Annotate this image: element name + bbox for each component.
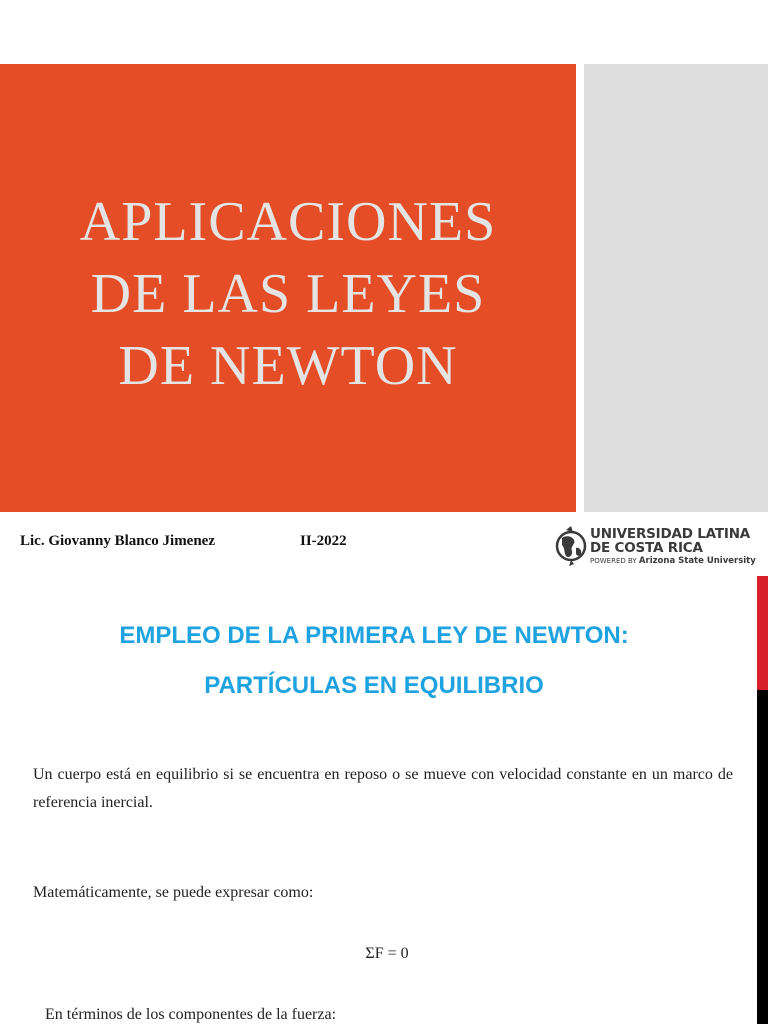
logo-tagline (590, 556, 756, 566)
section-heading: EMPLEO DE LA PRIMERA LEY DE NEWTON: (119, 622, 629, 649)
title-line: DE LAS LEYES (90, 263, 486, 325)
equilibrium-equation: ΣF = 0 (365, 945, 409, 962)
definition-paragraph: Un cuerpo está en equilibrio si se encuentra en reposo o se mueve con velocidad constante en un marco de referencia inercial. (33, 766, 733, 811)
logo-line-2: DE COSTA RICA (590, 540, 703, 556)
accent-bar-red (757, 576, 768, 690)
partner-name: Arizona State University (638, 556, 756, 566)
section-subheading: PARTÍCULAS EN EQUILIBRIO (204, 672, 544, 699)
term-label: II-2022 (300, 533, 347, 549)
title-line: APLICACIONES (79, 191, 497, 253)
title-line: DE NEWTON (118, 335, 458, 397)
accent-bar-black (757, 690, 768, 1024)
globe-icon (554, 526, 588, 566)
university-logo (554, 524, 764, 568)
powered-by-label: POWERED BY (590, 557, 637, 565)
components-intro-text: En términos de los componentes de la fuerza: (45, 1006, 337, 1023)
math-intro-text: Matemáticamente, se puede expresar como: (33, 884, 314, 901)
side-panel (584, 64, 768, 512)
slide-title (80, 186, 496, 402)
author-name: Lic. Giovanny Blanco Jimenez (20, 533, 215, 549)
title-block (0, 64, 576, 512)
logo-line-1: UNIVERSIDAD LATINA (590, 526, 751, 542)
